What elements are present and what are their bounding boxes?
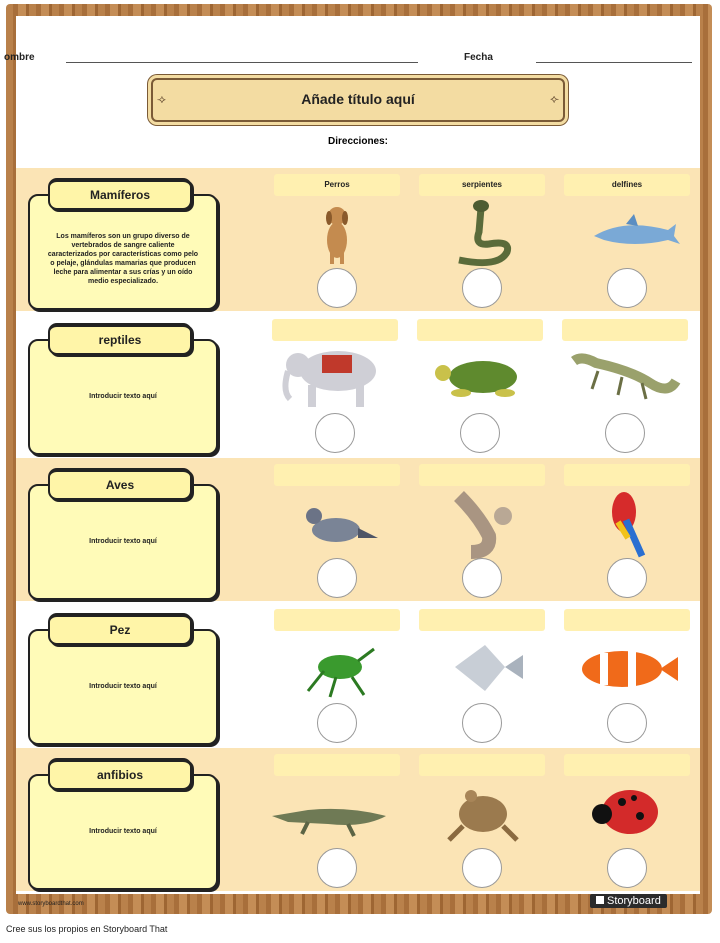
parrot-icon [564, 486, 690, 558]
description-box[interactable] [28, 339, 218, 455]
lizard-icon [562, 341, 688, 413]
directions-label: Direcciones: [327, 136, 389, 147]
category-tag: reptiles [48, 323, 192, 355]
footer-caption: Cree sus los propios en Storyboard That [6, 924, 168, 934]
animal-label[interactable]: delfines [564, 174, 690, 196]
pigeon-icon [274, 486, 400, 558]
answer-circle[interactable] [607, 268, 647, 308]
category-row [16, 603, 700, 746]
snake-icon [419, 196, 545, 268]
description-text: Introducir texto aquí [89, 538, 157, 545]
description-text: Introducir texto aquí [89, 683, 157, 690]
category-row [16, 458, 700, 601]
worksheet [4, 16, 700, 894]
scroll-left-icon: ⟢ [157, 92, 166, 106]
answer-circle[interactable] [317, 703, 357, 743]
frog-icon [419, 776, 545, 848]
description-text: Introducir texto aquí [89, 828, 157, 835]
animal-label[interactable] [419, 754, 545, 776]
category-row [16, 313, 700, 456]
date-line[interactable] [536, 62, 692, 63]
answer-circle[interactable] [607, 703, 647, 743]
answer-circle[interactable] [462, 848, 502, 888]
turtle-icon [417, 341, 543, 413]
answer-circle[interactable] [315, 413, 355, 453]
description-text: Los mamíferos son un grupo diverso de vertebrados de sangre caliente caracterizados por características como pelo o pelaje, glándulas mamarias que producen leche para alimentar a sus crías y un oído medio especializado. [47, 233, 199, 285]
clownfish-icon [564, 631, 690, 703]
animal-label[interactable] [274, 609, 400, 631]
description-box[interactable] [28, 194, 218, 310]
animal-label[interactable] [564, 754, 690, 776]
storyboard-brand[interactable] [590, 894, 667, 908]
animal-label[interactable] [419, 609, 545, 631]
title-banner[interactable] [151, 78, 565, 122]
animal-label[interactable] [417, 319, 543, 341]
category-tag: anfibios [48, 758, 192, 790]
name-line[interactable] [66, 62, 418, 63]
category-tag: Aves [48, 468, 192, 500]
category-tag: Pez [48, 613, 192, 645]
dolphin-icon [564, 196, 690, 268]
category-row [16, 168, 700, 311]
date-label: Fecha [464, 52, 493, 63]
answer-circle[interactable] [317, 848, 357, 888]
animal-label[interactable] [274, 754, 400, 776]
animal-label[interactable]: Perros [274, 174, 400, 196]
answer-circle[interactable] [460, 413, 500, 453]
elephant-icon [272, 341, 398, 413]
sloth-icon [419, 486, 545, 558]
animal-label[interactable] [419, 464, 545, 486]
answer-circle[interactable] [462, 558, 502, 598]
animal-label[interactable] [562, 319, 688, 341]
description-box[interactable] [28, 484, 218, 600]
category-tag: Mamíferos [48, 178, 192, 210]
answer-circle[interactable] [462, 703, 502, 743]
animal-label[interactable] [274, 464, 400, 486]
animal-label[interactable] [564, 464, 690, 486]
ladybug-icon [564, 776, 690, 848]
animal-label[interactable]: serpientes [419, 174, 545, 196]
grasshopper-icon [274, 631, 400, 703]
animal-label[interactable] [564, 609, 690, 631]
name-label: ombre [4, 52, 35, 63]
dog-icon [274, 196, 400, 268]
answer-circle[interactable] [607, 558, 647, 598]
answer-circle[interactable] [317, 268, 357, 308]
animal-label[interactable] [272, 319, 398, 341]
footer-url[interactable]: www.storyboardthat.com [18, 901, 84, 907]
answer-circle[interactable] [607, 848, 647, 888]
description-box[interactable] [28, 629, 218, 745]
brand-label: Storyboard [607, 895, 661, 907]
scroll-right-icon: ⟣ [550, 92, 559, 106]
angelfish-icon [419, 631, 545, 703]
crocodile-icon [268, 776, 394, 848]
answer-circle[interactable] [462, 268, 502, 308]
category-row [16, 748, 700, 891]
answer-circle[interactable] [605, 413, 645, 453]
storyboard-logo-icon [596, 896, 604, 904]
page-title: Añade título aquí [301, 91, 415, 107]
description-box[interactable] [28, 774, 218, 890]
description-text: Introducir texto aquí [89, 393, 157, 400]
answer-circle[interactable] [317, 558, 357, 598]
